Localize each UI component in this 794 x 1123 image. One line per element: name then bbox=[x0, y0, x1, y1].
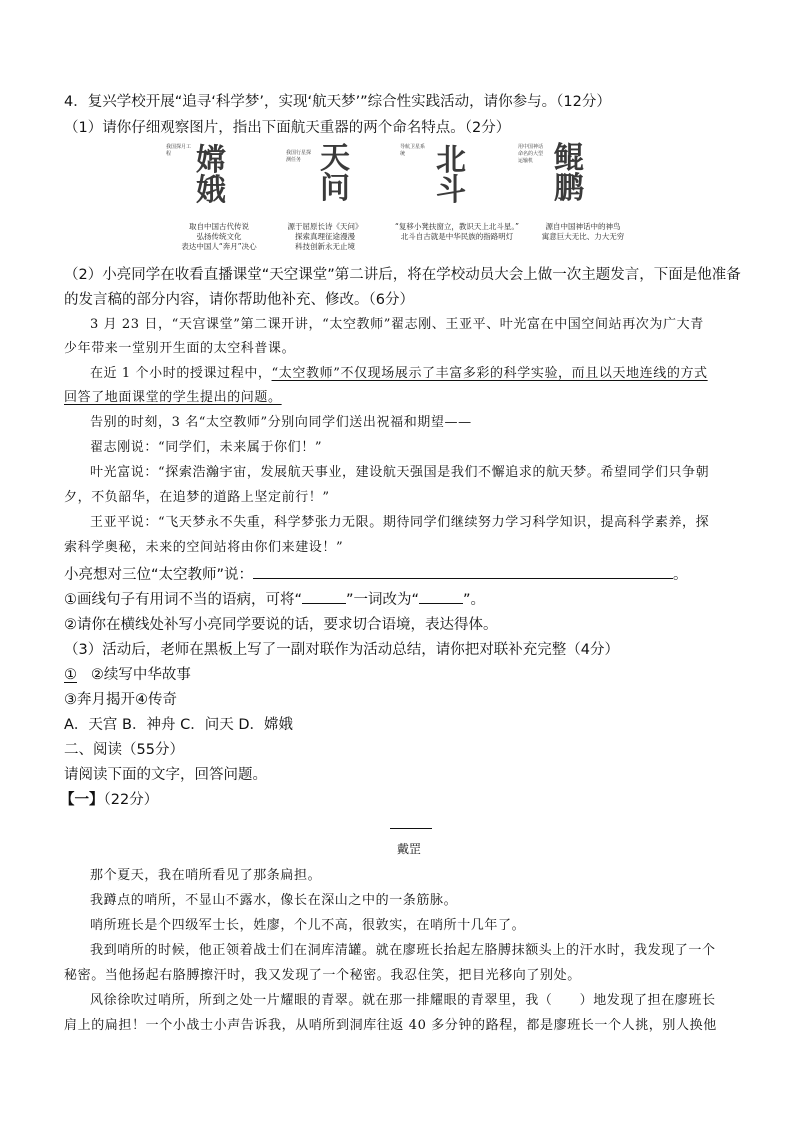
reading-title: 戴罡 bbox=[397, 842, 422, 856]
caption-line: 寓意巨大无比、力大无穷 bbox=[541, 232, 625, 241]
caption-line: 探索真理征途漫漫 bbox=[295, 232, 355, 241]
underlined-text: 回答了地面课堂的学生提出的问题。 bbox=[64, 390, 282, 405]
speech-line: 叶光富说：“探索浩瀚宇宙，发展航天事业，建设航天强国是我们不懈追求的航天梦。希望同学们只争朝 bbox=[90, 465, 710, 480]
question-text: ①画线句子有用词不当的语病，可将“ bbox=[64, 592, 303, 608]
caption-tianwen bbox=[270, 222, 380, 252]
q4-stem: 4．复兴学校开展“追寻‘科学梦’，实现‘航天梦’”综合性实践活动，请你参与。（12分） bbox=[64, 94, 611, 110]
image-beidou bbox=[396, 140, 514, 216]
big-glyph: 北斗 bbox=[436, 143, 466, 208]
reading-paragraph: 哨所班长是个四级军士长，姓廖，个儿不高，很敦实，在哨所十几年了。 bbox=[90, 918, 526, 933]
caption-line: “复移小凳扶窗立，教识天上北斗星。” bbox=[394, 222, 520, 231]
big-glyph: 嫦娥 bbox=[196, 143, 226, 208]
caption-line: 表达中国人“奔月”决心 bbox=[181, 242, 257, 251]
say-prompt: 小亮想对三位“太空教师”说： bbox=[64, 567, 254, 583]
reading-instruction: 请阅读下面的文字，回答问题。 bbox=[64, 767, 267, 783]
image-kunpeng bbox=[514, 140, 632, 216]
question-text: ”一词改为“ bbox=[346, 592, 420, 608]
caption-beidou bbox=[382, 222, 532, 242]
say-end: 。 bbox=[673, 567, 688, 583]
answer-blank[interactable] bbox=[302, 588, 346, 604]
caption-line: 科技创新永无止境 bbox=[295, 242, 355, 251]
side-text: 我国探月工程 bbox=[166, 144, 192, 157]
section-heading: 二、阅读（55分） bbox=[64, 742, 184, 758]
part-bracket: 【一】 bbox=[60, 792, 104, 808]
reading-paragraph: 我蹲点的哨所，不显山不露水，像长在深山之中的一条筋脉。 bbox=[90, 893, 458, 908]
q4-part3: （3）活动后，老师在黑板上写了一副对联作为活动总结，请你把对联补充完整（4分） bbox=[64, 642, 619, 658]
side-text: 用中国神话命名的大型运输机 bbox=[518, 144, 544, 164]
reading-paragraph: 风徐徐吹过哨所，所到之处一片耀眼的青翠。就在那一排耀眼的青翠里，我（ ）地发现了担在廖班长 bbox=[90, 993, 716, 1008]
speech-line: 告别的时刻，3 名“太空教师”分别向同学们送出祝福和期望—— bbox=[90, 415, 472, 430]
spacecraft-images bbox=[160, 140, 640, 252]
title-rule bbox=[390, 828, 432, 829]
couplet-options: A．天宫 B．神舟 C．问天 D．嫦娥 bbox=[64, 717, 293, 733]
side-text: 我国行星探测任务 bbox=[286, 150, 312, 163]
question-text: ”。 bbox=[463, 592, 486, 608]
underlined-text: “太空教师”不仅现场展示了丰富多彩的科学实验，而且以天地连线的方式 bbox=[271, 366, 708, 381]
q4-part2-line1: （2）小亮同学在收看直播课堂“天空课堂”第二讲后，将在学校动员大会上做一次主题发言，下面是他准备 bbox=[64, 267, 741, 283]
speech-line: 3 月 23 日，“天宫课堂”第二课开讲，“太空教师”翟志刚、王亚平、叶光富在中国空间站再次为广大青 bbox=[90, 317, 704, 332]
reading-paragraph: 我到哨所的时候，他正领着战士们在洞库清罐。就在廖班长抬起左胳膊抹额头上的汗水时，我发现了一个 bbox=[90, 943, 716, 958]
reading-paragraph: 肩上的扁担！一个小战士小声告诉我，从哨所到洞库往返 40 多分钟的路程，都是廖班长一个人挑，别人换他 bbox=[64, 1018, 717, 1033]
question-b: ②请你在横线处补写小亮同学要说的话，要求切合语境，表达得体。 bbox=[64, 617, 498, 633]
caption-kunpeng bbox=[528, 222, 638, 242]
question-a bbox=[64, 588, 734, 612]
caption-line: 源自中国神话中的神鸟 bbox=[545, 222, 621, 231]
speech-line bbox=[64, 386, 734, 410]
caption-change bbox=[164, 222, 274, 252]
caption-line: 源于屈原长诗《天问》 bbox=[287, 222, 363, 231]
image-change bbox=[160, 140, 278, 216]
caption-line: 弘扬传统文化 bbox=[196, 232, 242, 241]
answer-blank[interactable] bbox=[419, 588, 463, 604]
caption-line: 取自中国古代传说 bbox=[189, 222, 249, 231]
q4-part2-line2: 的发言稿的部分内容，请你帮助他补充、修改。（6分） bbox=[64, 292, 414, 308]
speech-line: 王亚平说：“飞天梦永不失重，科学梦张力无限。期待同学们继续努力学习科学知识，提高科学素养，探 bbox=[90, 515, 710, 530]
couplet-blank-1: ① bbox=[64, 667, 77, 683]
couplet-line1 bbox=[64, 663, 734, 687]
reading-paragraph: 那个夏天，我在哨所看见了那条扁担。 bbox=[90, 868, 322, 883]
big-glyph: 天问 bbox=[320, 141, 350, 206]
image-tianwen bbox=[278, 140, 396, 216]
big-glyph: 鲲鹏 bbox=[554, 141, 584, 206]
speech-line: 索科学奥秘，未来的空间站将由你们来建设！” bbox=[64, 540, 344, 555]
speech-line: 夕，不负韶华，在追梦的道路上坚定前行！” bbox=[64, 490, 330, 505]
speech-line: 少年带来一堂别开生面的太空科普课。 bbox=[64, 341, 296, 356]
speech-text: 在近 1 个小时的授课过程中， bbox=[90, 366, 272, 381]
part-score: （22分） bbox=[103, 792, 159, 808]
part-one-heading bbox=[60, 788, 730, 812]
side-text: 导航卫星系统 bbox=[400, 144, 426, 157]
say-line bbox=[64, 563, 734, 587]
couplet-line2: ③奔月揭开④传奇 bbox=[64, 692, 177, 708]
reading-paragraph: 秘密。当他扬起右胳膊擦汗时，我又发现了一个秘密。我忍住笑，把目光移向了别处。 bbox=[64, 968, 581, 983]
speech-line: 翟志刚说：“同学们，未来属于你们！” bbox=[90, 440, 323, 455]
answer-blank[interactable] bbox=[253, 563, 673, 579]
speech-underlined-sentence bbox=[90, 362, 760, 386]
caption-line: 北斗自古就是中华民族的指路明灯 bbox=[400, 232, 514, 241]
couplet-text: ②续写中华故事 bbox=[90, 667, 191, 683]
q4-part1: （1）请你仔细观察图片，指出下面航天重器的两个命名特点。（2分） bbox=[64, 120, 511, 136]
